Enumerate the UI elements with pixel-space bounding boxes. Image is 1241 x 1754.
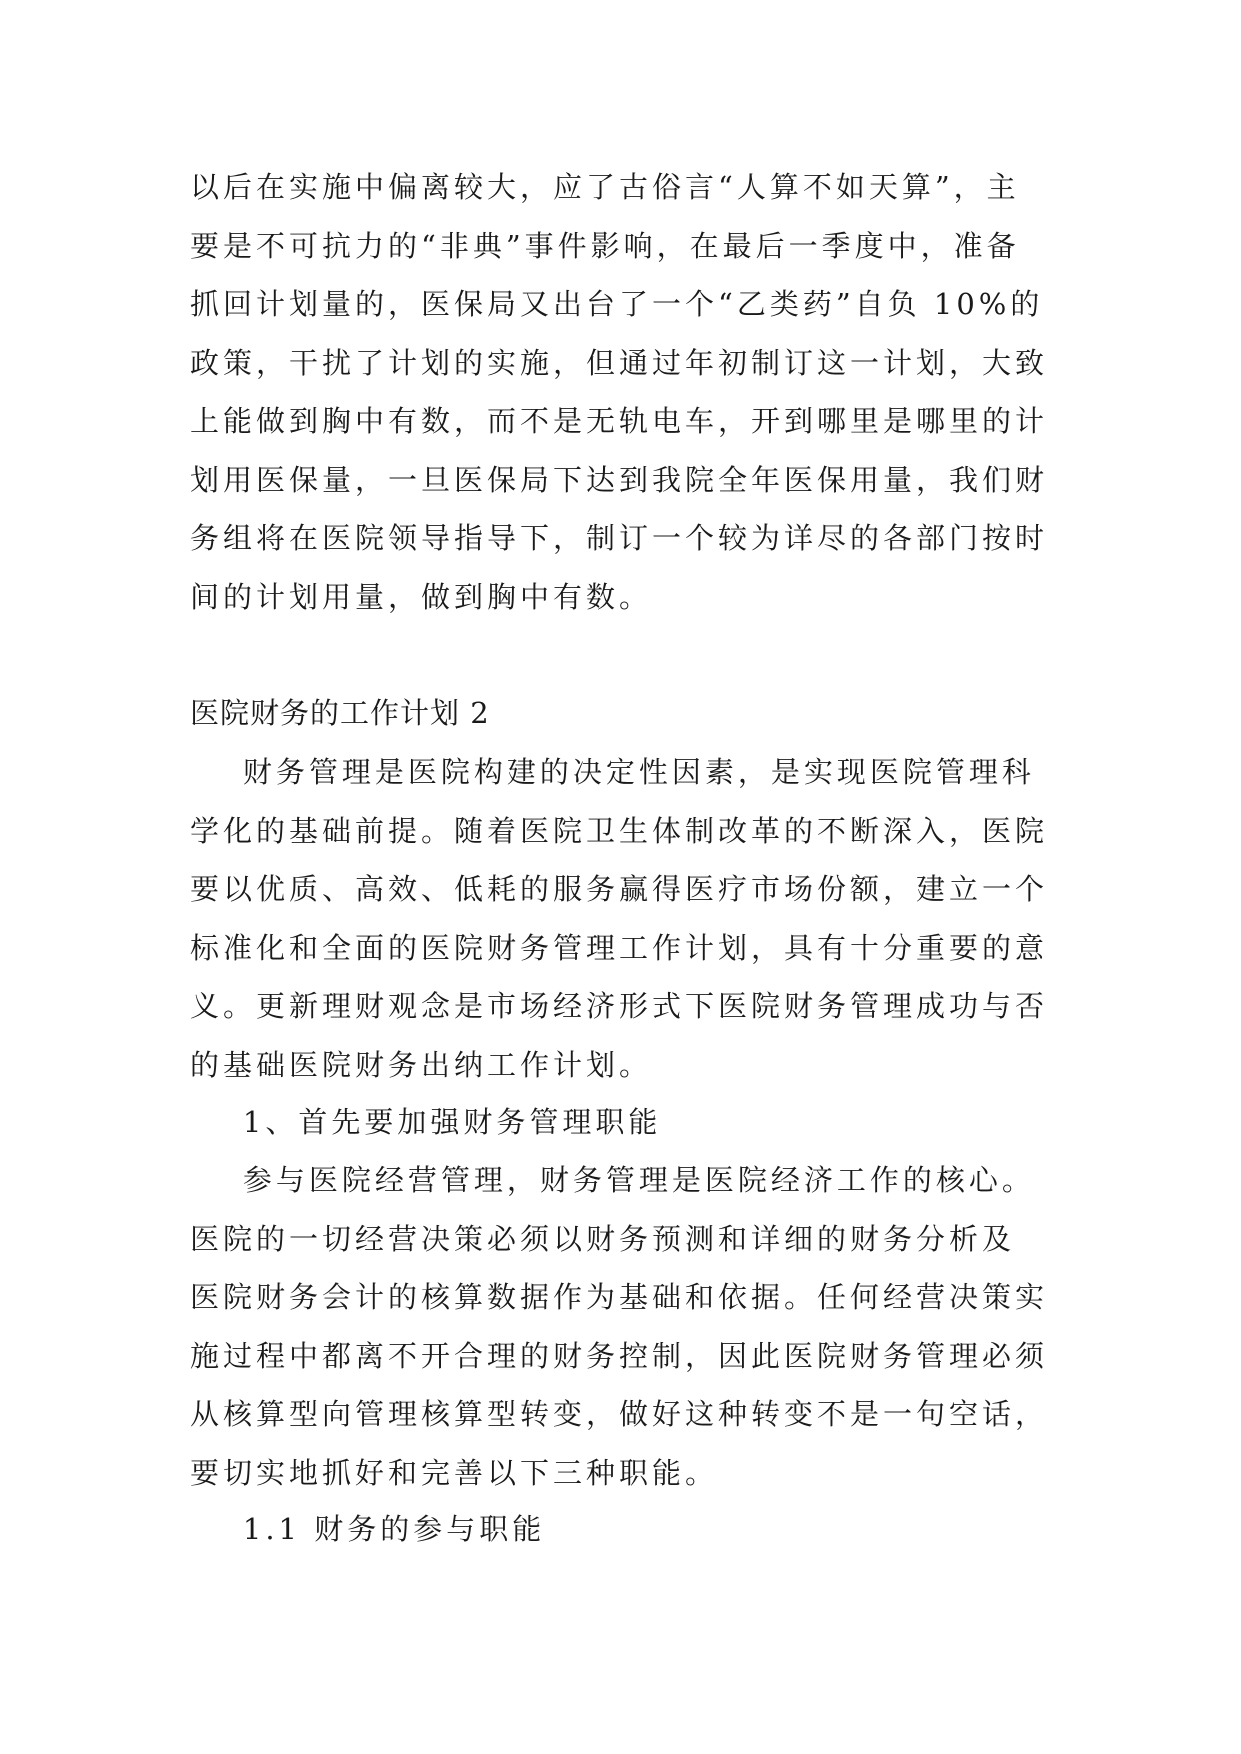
list-item-1: 1、首先要加强财务管理职能 (190, 1105, 662, 1139)
paragraph-2: 财务管理是医院构建的决定性因素，是实现医院管理科 学化的基础前提。随着医院卫生体制改革的不断深入，医院 要以优质、高效、低耗的服务赢得医疗市场份额，建立一个 标准化和全面的医院财务管理工作计划，具有十分重要的意 义。更新理财观念是市场经济形式下医院财务管理成功与否 的基础医院财务出纳工作计划。 (190, 755, 1049, 1082)
paragraph-3: 参与医院经营管理，财务管理是医院经济工作的核心。 医院的一切经营决策必须以财务预测和详细的财务分析及 医院财务会计的核算数据作为基础和依据。任何经营决策实 施过程中都离不开合理的财务控制，因此医院财务管理必须 从核算型向管理核算型转变，做好这种转变不是一句空话， 要切实地抓好和完善以下三种职能。 (190, 1163, 1049, 1490)
paragraph-1: 以后在实施中偏离较大，应了古俗言“人算不如天算”，主 要是不可抗力的“非典”事件影响，在最后一季度中，准备 抓回计划量的，医保局又出台了一个“乙类药”自负 10%的 政策，干扰了计划的实施，但通过年初制订这一计划，大致 上能做到胸中有数，而不是无轨电车，开到哪里是哪里的计 划用医保量，一旦医保局下达到我院全年医保用量，我们财 务组将在医院领导指导下，制订一个较为详尽的各部门按时 间的计划用量，做到胸中有数。 (190, 170, 1049, 614)
list-item-1-1: 1.1 财务的参与职能 (190, 1512, 546, 1546)
section-title: 医院财务的工作计划 2 (190, 696, 490, 730)
